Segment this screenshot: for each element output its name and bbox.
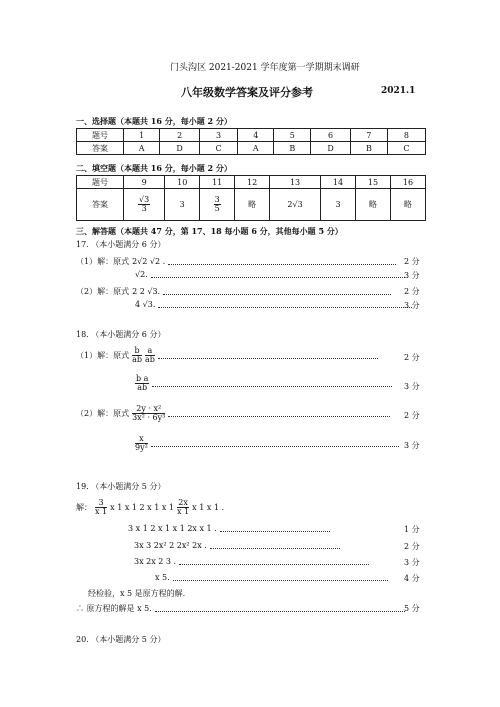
- q19-line3: [134, 541, 340, 550]
- answer9-numerator: √3: [139, 194, 150, 204]
- section2-number: 10: [165, 176, 200, 189]
- section2-number: 9: [124, 176, 165, 189]
- section3-heading: 三、解答题（本题共 47 分，第 17、18 每小题 6 分，其他每小题 5 分）: [76, 226, 343, 236]
- q19-conclusion: ∴ 原方程的解是 x 5.: [76, 604, 152, 613]
- q17-score-1: 2 分: [404, 257, 420, 266]
- leader-dots: [220, 526, 330, 532]
- section2-number: 14: [321, 176, 356, 189]
- leader-dots: [210, 543, 340, 549]
- section2-number: 12: [235, 176, 270, 189]
- leader-dots: [168, 259, 396, 265]
- q19-line2: [128, 524, 330, 533]
- q17-part2-expr1: 2 2 √3.: [132, 287, 161, 296]
- section1-row1-label: 题号: [77, 129, 124, 142]
- q17-part2-label: （2）解：原式: [76, 287, 130, 296]
- section1-answer: A: [124, 142, 160, 155]
- section2-answer: 略: [235, 189, 270, 221]
- q19-frac2-den: x 1: [177, 507, 190, 517]
- section1-number: 6: [311, 129, 351, 142]
- q19-title: 19. （本小题满分 5 分）: [76, 482, 166, 491]
- section2-row2-label: 答案: [77, 189, 124, 221]
- q18-frac5-den: 9y²: [135, 443, 148, 453]
- section2-heading: 二、填空题（本题共 16 分，每小题 2 分）: [76, 163, 232, 173]
- section2-number: 11: [200, 176, 235, 189]
- section1-answer: D: [160, 142, 200, 155]
- q19-expr4: 3x 2x 2 3 .: [134, 557, 177, 566]
- section1-answer: C: [199, 142, 237, 155]
- q18-frac1-den: ab: [132, 355, 142, 365]
- q19-frac1-den: x 1: [95, 507, 108, 517]
- q19-score-2: 2 分: [404, 542, 420, 551]
- answer9-denominator: 3: [141, 204, 147, 213]
- q17-score-2: 3 分: [404, 271, 420, 280]
- leader-dots: [151, 441, 399, 447]
- q17-part1-expr2: √2.: [135, 270, 148, 279]
- q19-expr3: 3x 3 2x² 2 2x² 2x .: [134, 541, 207, 550]
- section2-table: [76, 175, 426, 221]
- section2-answer-9: [124, 189, 165, 221]
- q18-score-2: 3 分: [404, 382, 420, 391]
- leader-dots: [179, 559, 369, 565]
- document-date: 2021.1: [381, 86, 416, 96]
- q19-expr5: x 5.: [155, 573, 170, 582]
- answer11-denominator: 5: [214, 204, 220, 213]
- q18-frac3-den: ab: [137, 383, 148, 393]
- q18-score-4: 3 分: [404, 441, 420, 450]
- q18-score-3: 2 分: [404, 411, 420, 420]
- leader-dots: [158, 353, 378, 359]
- section1-number: 2: [160, 129, 200, 142]
- section2-answer: 2√3: [270, 189, 321, 221]
- section1-number: 5: [274, 129, 311, 142]
- section1-answer: B: [350, 142, 387, 155]
- section2-answer-11: [200, 189, 235, 221]
- q18-frac2-num: a: [145, 347, 155, 356]
- section2-answer: 略: [355, 189, 390, 221]
- q19-conclusion-line: [76, 603, 405, 614]
- section1-answer: D: [311, 142, 351, 155]
- q19-check: 经检验，x 5 是原方程的解.: [88, 589, 186, 598]
- q17-score-3: 2 分: [404, 287, 420, 296]
- section1-table: [76, 128, 426, 155]
- q18-frac4-den: 3x² · 6y³: [132, 413, 166, 423]
- q18-frac1-num: b: [132, 347, 142, 356]
- leader-dots: [151, 272, 405, 278]
- q20-title: 20. （本小题满分 5 分）: [76, 635, 166, 644]
- answer11-numerator: 3: [214, 194, 220, 204]
- q18-part1-label: （1）解：原式: [76, 351, 130, 361]
- section1-heading: 一、选择题（本题共 16 分，每小题 2 分）: [76, 116, 232, 126]
- section2-number: 13: [270, 176, 321, 189]
- q19-lead: 解：: [76, 503, 92, 513]
- q19-mid1: x 1 x 1 2 x 1 x 1: [110, 503, 174, 513]
- leader-dots: [155, 606, 405, 612]
- q19-score-3: 3 分: [404, 558, 420, 567]
- q17-part2-line1: [76, 286, 391, 297]
- q18-part1-line1: [76, 347, 378, 365]
- q18-part2-line1: [76, 405, 390, 423]
- q17-part2-line2: [135, 300, 412, 309]
- leader-dots: [168, 411, 390, 417]
- section2-number: 16: [390, 176, 425, 189]
- document-title: 八年级数学答案及评分参考: [181, 86, 313, 99]
- section2-row1-label: 题号: [77, 176, 124, 189]
- q19-frac1-num: 3: [95, 499, 107, 508]
- q17-score-4: 3 分: [404, 301, 420, 310]
- q19-line5: [155, 573, 388, 582]
- q18-frac2-den: ab: [144, 355, 155, 365]
- q18-frac3-num: b a: [136, 374, 149, 383]
- leader-dots: [158, 302, 412, 308]
- section2-number: 15: [355, 176, 390, 189]
- section1-answer: A: [238, 142, 274, 155]
- q17-part1-line1: [76, 256, 396, 267]
- document-subtitle: 门头沟区 2021-2021 学年度第一学期期末调研: [170, 63, 360, 73]
- section1-number: 7: [350, 129, 387, 142]
- q19-frac2-num: 2x: [178, 498, 188, 507]
- q19-line4: [134, 557, 369, 566]
- q18-part2-line2: [135, 435, 399, 453]
- leader-dots: [163, 289, 391, 295]
- section1-number: 3: [199, 129, 237, 142]
- section1-answer: C: [387, 142, 425, 155]
- section2-answer: 3: [321, 189, 356, 221]
- section1-answer: B: [274, 142, 311, 155]
- q18-frac4-num: 2y · x²: [132, 405, 165, 414]
- q18-part1-line2: [135, 375, 392, 393]
- section1-number: 4: [238, 129, 274, 142]
- q17-part1-line2: [135, 270, 405, 279]
- q19-line1: [76, 499, 224, 517]
- q19-score-1: 1 分: [404, 525, 420, 534]
- q17-part2-expr2: 4 √3.: [135, 300, 156, 309]
- q18-score-1: 2 分: [404, 353, 420, 362]
- leader-dots: [173, 575, 388, 581]
- q18-title: 18. （本小题满分 6 分）: [76, 330, 166, 339]
- section1-number: 1: [124, 129, 160, 142]
- q17-part1-expr1: 2√2 √2 .: [132, 257, 166, 266]
- leader-dots: [152, 381, 392, 387]
- section1-number: 8: [387, 129, 425, 142]
- section2-answer: 略: [390, 189, 425, 221]
- q18-frac5-num: x: [135, 435, 148, 444]
- section1-row2-label: 答案: [77, 142, 124, 155]
- q17-title: 17. （本小题满分 6 分）: [76, 240, 166, 249]
- section2-answer: 3: [165, 189, 200, 221]
- q19-score-4: 4 分: [404, 574, 420, 583]
- q18-part2-label: （2）解：原式: [76, 409, 130, 419]
- q17-part1-label: （1）解：原式: [76, 257, 130, 266]
- q19-score-5: 5 分: [404, 604, 420, 613]
- q19-tail1: x 1 x 1 .: [192, 503, 225, 513]
- q19-expr2: 3 x 1 2 x 1 x 1 2x x 1 .: [128, 524, 217, 533]
